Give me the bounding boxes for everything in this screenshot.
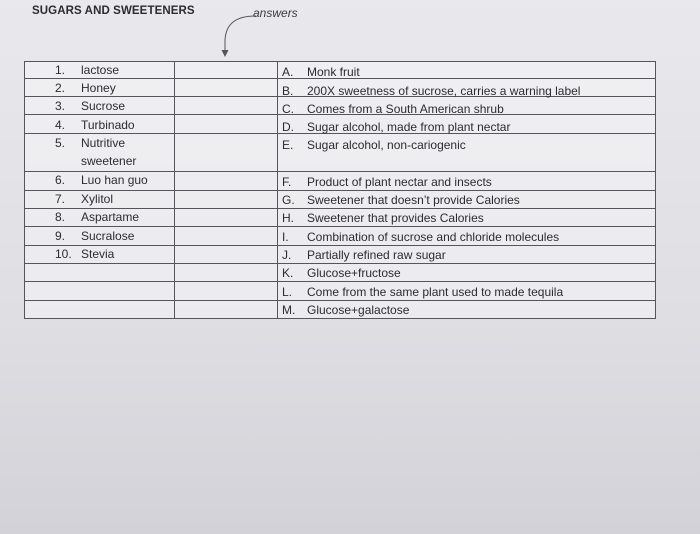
column-divider <box>277 62 278 318</box>
definition-item: E. Sugar alcohol, non-cariogenic <box>282 138 466 152</box>
term-item: 5. Nutritive <box>55 136 126 150</box>
row-divider <box>25 300 655 301</box>
term-item: 8. Aspartame <box>55 210 140 224</box>
term-item: 4. Turbinado <box>55 118 135 132</box>
definition-item: G. Sweetener that doesn’t provide Calories <box>282 193 520 207</box>
curved-arrow-icon <box>218 12 258 60</box>
term-item: 6. Luo han guo <box>55 173 148 187</box>
definition-item: A. Monk fruit <box>282 65 360 79</box>
definition-item: B. 200X sweetness of sucrose, carries a warning label <box>282 84 581 98</box>
row-divider <box>25 208 655 209</box>
row-divider <box>25 190 655 191</box>
answers-label: answers <box>253 6 298 20</box>
row-divider <box>25 281 655 282</box>
definition-item: D. Sugar alcohol, made from plant nectar <box>282 120 511 134</box>
term-item: 10. Stevia <box>55 247 115 261</box>
definition-item: L. Come from the same plant used to made tequila <box>282 285 564 299</box>
definition-item: H. Sweetener that provides Calories <box>282 211 484 225</box>
definition-item: M. Glucose+galactose <box>282 303 410 317</box>
matching-table <box>24 61 656 319</box>
definition-item: C. Comes from a South American shrub <box>282 102 504 116</box>
term-item: 2. Honey <box>55 81 116 95</box>
term-item: 1. lactose <box>55 63 120 77</box>
definition-item: J. Partially refined raw sugar <box>282 248 446 262</box>
row-divider <box>25 226 655 227</box>
row-divider <box>25 245 655 246</box>
row-divider <box>25 171 655 172</box>
term-item: 7. Xylitol <box>55 192 114 206</box>
row-divider <box>25 263 655 264</box>
definition-item: I. Combination of sucrose and chloride molecules <box>282 230 560 244</box>
column-divider <box>174 62 175 318</box>
term-item: sweetener <box>81 154 137 168</box>
page-title: SUGARS AND SWEETENERS <box>32 5 195 17</box>
definition-item: F. Product of plant nectar and insects <box>282 175 492 189</box>
term-item: 3. Sucrose <box>55 99 126 113</box>
term-item: 9. Sucralose <box>55 229 135 243</box>
definition-item: K. Glucose+fructose <box>282 266 401 280</box>
